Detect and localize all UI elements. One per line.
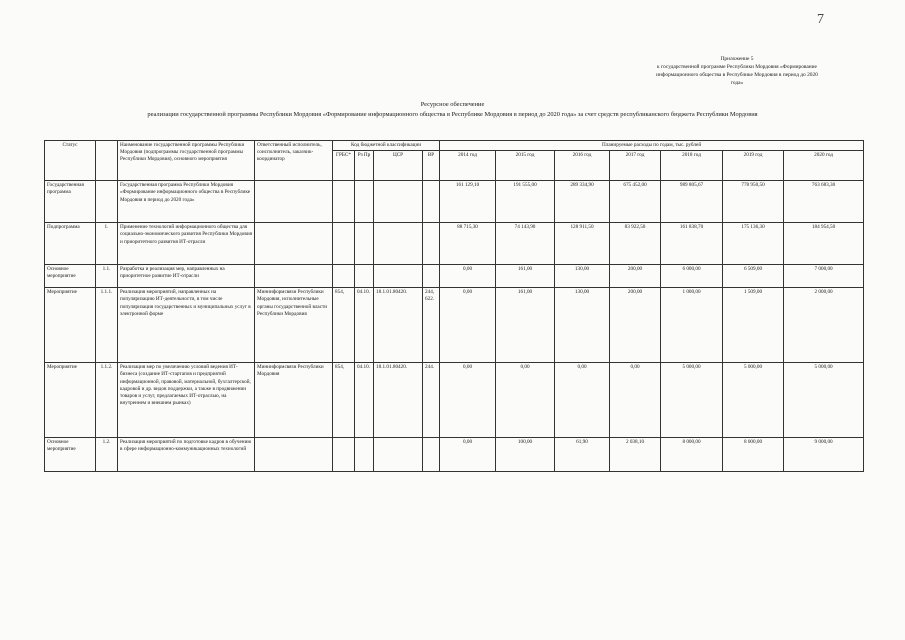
table-row	[45, 265, 864, 288]
cell-value: 161 838,70	[661, 223, 723, 265]
cell-responsible: Мининформсвязи Республики Мордовия, исполнительные органы государственной власти Республики Мордовия	[255, 288, 333, 363]
appendix-line: информационного общества в Республике Мордовия в период до 2020	[656, 72, 818, 78]
cell-grbs: 854,	[333, 363, 355, 438]
cell-rz: 04.10.	[355, 363, 374, 438]
header-year: 2014 год	[440, 151, 496, 181]
document-title: Ресурсное обеспечение	[420, 101, 485, 108]
cell-vr: 244.	[423, 363, 440, 438]
appendix-note	[606, 55, 868, 87]
cell-value: 2 000,00	[784, 288, 864, 363]
cell-grbs: 854,	[333, 288, 355, 363]
cell-value: 8 000,00	[723, 438, 784, 472]
cell-value: 5 000,00	[723, 363, 784, 438]
cell-vr	[423, 181, 440, 223]
cell-grbs	[333, 265, 355, 288]
cell-status: Государственная программа	[45, 181, 96, 223]
cell-vr	[423, 223, 440, 265]
cell-responsible	[255, 223, 333, 265]
cell-value: 1 000,00	[661, 288, 723, 363]
cell-value: 0,00	[496, 363, 555, 438]
cell-vr: 244, 622.	[423, 288, 440, 363]
cell-value: 200,00	[610, 288, 661, 363]
cell-value: 1 509,00	[723, 288, 784, 363]
cell-name: Разработка и реализация мер, направленных на приоритетное развитие ИТ-отрасли	[118, 265, 255, 288]
cell-status: Мероприятие	[45, 363, 96, 438]
cell-rz	[355, 438, 374, 472]
cell-rz	[355, 265, 374, 288]
cell-rz	[355, 181, 374, 223]
cell-value: 161,00	[496, 265, 555, 288]
cell-value: 74 143,90	[496, 223, 555, 265]
table-row	[45, 288, 864, 363]
cell-value: 6 000,00	[661, 265, 723, 288]
appendix-line: к государственной программе Республики Мордовия «Формирование	[657, 64, 817, 70]
header-year: 2020 год	[784, 151, 864, 181]
cell-status: Основное мероприятие	[45, 438, 96, 472]
cell-value: 8 000,00	[661, 438, 723, 472]
cell-status: Основное мероприятие	[45, 265, 96, 288]
cell-responsible	[255, 438, 333, 472]
cell-number: 1.1.	[96, 265, 118, 288]
cell-name: Государственная программа Республики Мордовия «Формирование информационного общества в Республике Мордовия в период до 2020 года»	[118, 181, 255, 223]
cell-value: 128 911,50	[555, 223, 610, 265]
header-year: 2015 год	[496, 151, 555, 181]
cell-value: 5 000,00	[784, 363, 864, 438]
header-csr: ЦСР	[374, 151, 423, 181]
cell-value: 0,00	[440, 363, 496, 438]
cell-value: 100,00	[496, 438, 555, 472]
cell-value: 161 129,10	[440, 181, 496, 223]
appendix-line: Приложение 5	[720, 56, 754, 62]
cell-name: Реализация мероприятий по подготовке кадров в обучению в сфере информационно-коммуникационных технологий	[118, 438, 255, 472]
cell-responsible	[255, 265, 333, 288]
cell-value: 5 000,00	[661, 363, 723, 438]
page-number: 7	[817, 12, 824, 27]
table-row	[45, 438, 864, 472]
appendix-line: года»	[730, 80, 744, 86]
cell-value: 675 452,00	[610, 181, 661, 223]
cell-grbs	[333, 181, 355, 223]
cell-number: 1.1.1.	[96, 288, 118, 363]
cell-status: Мероприятие	[45, 288, 96, 363]
header-year: 2019 год	[723, 151, 784, 181]
cell-value: 0,00	[440, 438, 496, 472]
cell-csr: 18.1.01.80420.	[374, 363, 423, 438]
cell-number	[96, 181, 118, 223]
cell-value: 9 000,00	[784, 438, 864, 472]
cell-value: 763 683,30	[784, 181, 864, 223]
cell-value: 161,00	[496, 288, 555, 363]
cell-value: 289 334,90	[555, 181, 610, 223]
header-expenses: Планируемые расходы по годам, тыс. рублей	[440, 141, 864, 151]
header-status: Статус	[45, 141, 96, 181]
cell-name: Реализация мер по увеличению условий ведения ИТ-бизнеса (создание ИТ-стартапов и предприятий информационной, правовой, материальной, бухгалтерской, кадровой и др. видов поддержки, а также в продвижении товаров и услуг, предлагаемых ИТ-отраслью, на внутреннем и внешнем рынках)	[118, 363, 255, 438]
header-vr: ВР	[423, 151, 440, 181]
cell-number: 1.1.2.	[96, 363, 118, 438]
table-row	[45, 363, 864, 438]
cell-grbs	[333, 223, 355, 265]
cell-csr	[374, 438, 423, 472]
header-responsible: Ответственный исполнитель, соисполнитель, заказчик-координатор	[255, 141, 333, 181]
resource-table	[44, 140, 864, 472]
cell-value: 200,00	[610, 265, 661, 288]
cell-responsible: Мининформсвязи Республики Мордовия	[255, 363, 333, 438]
cell-value: 0,00	[440, 288, 496, 363]
cell-value: 7 000,00	[784, 265, 864, 288]
cell-value: 184 954,50	[784, 223, 864, 265]
header-name: Наименование государственной программы Республики Мордовия (подпрограммы государственной программы Республики Мордовия), основного мероприятия	[118, 141, 255, 181]
header-number	[96, 141, 118, 181]
header-year: 2017 год	[610, 151, 661, 181]
cell-rz	[355, 223, 374, 265]
cell-number: 1.2.	[96, 438, 118, 472]
cell-value: 175 136,30	[723, 223, 784, 265]
cell-vr	[423, 438, 440, 472]
header-year: 2016 год	[555, 151, 610, 181]
cell-number: 1.	[96, 223, 118, 265]
cell-value: 130,00	[555, 265, 610, 288]
cell-name: Реализация мероприятий, направленных на популяризацию ИТ-деятельности, в том числе популяризация государственных и муниципальных услуг в электронной форме	[118, 288, 255, 363]
cell-value: 83 922,50	[610, 223, 661, 265]
cell-csr: 18.1.01.80420.	[374, 288, 423, 363]
table-row	[45, 181, 864, 223]
cell-value: 2 038,10	[610, 438, 661, 472]
cell-value: 778 950,50	[723, 181, 784, 223]
header-grbs: ГРБС*	[333, 151, 355, 181]
cell-value: 0,00	[555, 363, 610, 438]
cell-name: Применение технологий информационного общества для социально-экономического развития Республики Мордовия и приоритетного развития ИТ-отрасли	[118, 223, 255, 265]
cell-csr	[374, 223, 423, 265]
header-rz: Рз Пр	[355, 151, 374, 181]
cell-value: 6 509,00	[723, 265, 784, 288]
cell-vr	[423, 265, 440, 288]
cell-value: 130,00	[555, 288, 610, 363]
cell-status: Подпрограмма	[45, 223, 96, 265]
header-budget-code: Код бюджетной классификации	[333, 141, 440, 151]
cell-value: 61,90	[555, 438, 610, 472]
cell-rz: 04.10.	[355, 288, 374, 363]
cell-value: 0,00	[440, 265, 496, 288]
header-year: 2018 год	[661, 151, 723, 181]
cell-value: 191 555,00	[496, 181, 555, 223]
cell-csr	[374, 265, 423, 288]
table-row	[45, 223, 864, 265]
cell-csr	[374, 181, 423, 223]
cell-grbs	[333, 438, 355, 472]
cell-value: 989 805,67	[661, 181, 723, 223]
cell-value: 88 715,30	[440, 223, 496, 265]
cell-responsible	[255, 181, 333, 223]
document-subtitle: реализации государственной программы Республики Мордовия «Формирование информационного общества в Республике Мордовия в период до 2020 года» за счет средств республиканского бюджета Республики Мордовия	[147, 111, 758, 118]
cell-value: 0,00	[610, 363, 661, 438]
